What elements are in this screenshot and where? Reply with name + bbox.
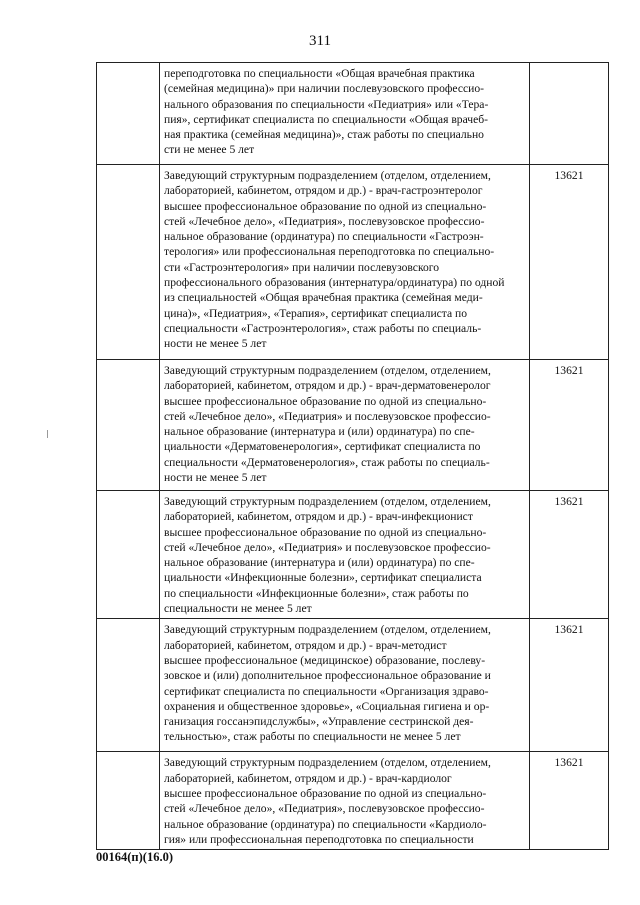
text-line: нальное образование (интернатура и (или) ординатура) по спе- bbox=[164, 556, 475, 570]
empty-cell bbox=[97, 360, 160, 491]
text-line: нального образования по специальности «Педиатрия» или «Тера- bbox=[164, 97, 489, 111]
document-code: 00164(п)(16.0) bbox=[96, 850, 173, 864]
text-line: высшее профессиональное образование по одной из специально- bbox=[164, 199, 487, 213]
text-line: зовское и (или) дополнительное профессиональное образование и bbox=[164, 669, 491, 683]
text-line: ная практика (семейная медицина)», стаж работы по специальнo bbox=[164, 128, 484, 142]
text-line: высшее профессиональное образование по одной из специально- bbox=[164, 394, 487, 408]
text-line: пия», сертификат специалиста по специальности «Общая врачеб- bbox=[164, 112, 489, 126]
empty-cell bbox=[97, 752, 160, 850]
text-line: цина)», «Педиатрия», «Терапия», сертификат специалиста по bbox=[164, 306, 468, 320]
empty-cell bbox=[97, 619, 160, 752]
text-line: специальности не менее 5 лет bbox=[164, 602, 312, 616]
code-cell bbox=[530, 63, 609, 165]
text-line: стей «Лечебное дело», «Педиатрия», послевузовское профессио- bbox=[164, 214, 485, 228]
requirements-cell bbox=[160, 360, 530, 491]
text-line: сти не менее 5 лет bbox=[164, 143, 255, 157]
text-line: ности не менее 5 лет bbox=[164, 471, 267, 485]
table-row bbox=[97, 360, 609, 491]
code-cell: 13621 bbox=[530, 360, 609, 491]
qualification-table bbox=[96, 62, 609, 850]
code-cell: 13621 bbox=[530, 619, 609, 752]
scan-artifact bbox=[47, 430, 48, 438]
empty-cell bbox=[97, 165, 160, 360]
table-row bbox=[97, 619, 609, 752]
text-line: сти «Гастроэнтерология» при наличии послевузовского bbox=[164, 260, 440, 274]
text-line: переподготовка по специальности «Общая врачебная практика bbox=[164, 67, 475, 80]
text-line: гия» или профессиональная переподготовка по специальности bbox=[164, 832, 474, 846]
text-line: лабораторией, кабинетом, отрядом и др.) - врач-гастроэнтеролог bbox=[164, 184, 483, 198]
text-line: Заведующий структурным подразделением (отделом, отделением, bbox=[164, 495, 491, 508]
requirements-cell bbox=[160, 165, 530, 360]
text-line: высшее профессиональное (медицинское) образование, послеву- bbox=[164, 653, 486, 667]
text-line: Заведующий структурным подразделением (отделом, отделением, bbox=[164, 169, 491, 182]
text-line: ности не менее 5 лет bbox=[164, 337, 267, 351]
text-line: нальное образование (ординатура) по специальности «Кардиоло- bbox=[164, 817, 487, 831]
empty-cell bbox=[97, 63, 160, 165]
text-line: ганизация госсанэпидслужбы», «Управление сестринской дея- bbox=[164, 715, 474, 729]
text-line: тельностью», стаж работы по специальности не менее 5 лет bbox=[164, 730, 461, 744]
text-line: из специальностей «Общая врачебная практика (семейная меди- bbox=[164, 291, 483, 305]
text-line: лабораторией, кабинетом, отрядом и др.) - врач-кардиолог bbox=[164, 771, 452, 785]
text-line: Заведующий структурным подразделением (отделом, отделением, bbox=[164, 364, 491, 377]
page-number: 311 bbox=[309, 33, 331, 49]
code-cell: 13621 bbox=[530, 165, 609, 360]
text-line: (семейная медицина)» при наличии послевузовского профессио- bbox=[164, 82, 484, 96]
requirements-cell bbox=[160, 63, 530, 165]
text-line: охранения и общественное здоровье», «Социальная гигиена и ор- bbox=[164, 699, 490, 713]
table-row bbox=[97, 491, 609, 619]
text-line: циальности «Дерматовенерология», сертификат специалиста по bbox=[164, 440, 481, 454]
requirements-cell bbox=[160, 619, 530, 752]
text-line: специальности «Дерматовенерология», стаж работы по специаль- bbox=[164, 455, 490, 469]
text-line: лабораторией, кабинетом, отрядом и др.) - врач-дерматовенеролог bbox=[164, 379, 491, 393]
text-line: специальности «Гастроэнтерология», стаж работы по специаль- bbox=[164, 321, 482, 335]
code-cell: 13621 bbox=[530, 752, 609, 850]
text-line: высшее профессиональное образование по одной из специально- bbox=[164, 525, 487, 539]
text-line: Заведующий структурным подразделением (отделом, отделением, bbox=[164, 756, 491, 770]
text-line: лабораторией, кабинетом, отрядом и др.) - врач-инфекционист bbox=[164, 510, 473, 524]
text-line: нальное образование (интернатура и (или) ординатура) по спе- bbox=[164, 425, 475, 439]
text-line: сертификат специалиста по специальности «Организация здраво- bbox=[164, 684, 489, 698]
text-line: профессионального образования (интернатура/ординатура) по одной bbox=[164, 276, 505, 290]
table-row bbox=[97, 165, 609, 360]
text-line: Заведующий структурным подразделением (отделом, отделением, bbox=[164, 623, 491, 637]
text-line: по специальности «Инфекционные болезни», стаж работы по bbox=[164, 586, 469, 600]
text-line: циальности «Инфекционные болезни», сертификат специалиста bbox=[164, 571, 482, 585]
code-cell: 13621 bbox=[530, 491, 609, 619]
text-line: стей «Лечебное дело», «Педиатрия» и послевузовское профессио- bbox=[164, 409, 491, 423]
text-line: стей «Лечебное дело», «Педиатрия» и послевузовское профессио- bbox=[164, 540, 491, 554]
text-line: лабораторией, кабинетом, отрядом и др.) - врач-методист bbox=[164, 638, 447, 652]
text-line: стей «Лечебное дело», «Педиатрия», послевузовское профессио- bbox=[164, 802, 485, 816]
requirements-cell bbox=[160, 491, 530, 619]
table-row bbox=[97, 63, 609, 165]
text-line: нальное образование (ординатура) по специальности «Гастроэн- bbox=[164, 230, 484, 244]
empty-cell bbox=[97, 491, 160, 619]
table-row bbox=[97, 752, 609, 850]
requirements-cell bbox=[160, 752, 530, 850]
text-line: терология» или профессиональная переподготовка по специально- bbox=[164, 245, 495, 259]
text-line: высшее профессиональное образование по одной из специально- bbox=[164, 786, 487, 800]
